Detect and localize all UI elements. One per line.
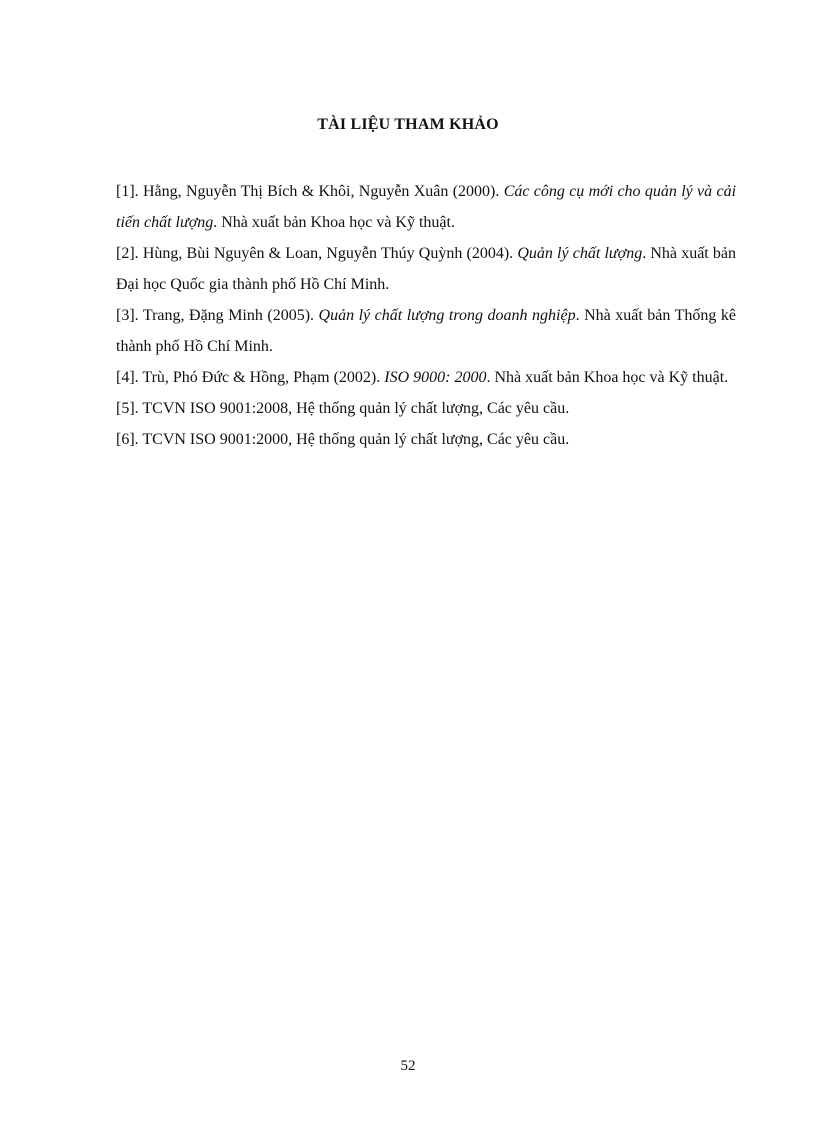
reference-text: [1]. Hằng, Nguyễn Thị Bích & Khôi, Nguyễn Xuân (2000).	[116, 183, 504, 200]
page-title: TÀI LIỆU THAM KHẢO	[317, 116, 499, 133]
reference-publisher: . Nhà xuất bản Đại học Quốc gia thành phố Hồ Chí Minh.	[116, 245, 737, 293]
reference-item-2	[116, 238, 736, 300]
reference-text: [4]. Trù, Phó Đức & Hồng, Phạm (2002).	[116, 369, 385, 386]
reference-source-title: Quản lý chất lượng	[517, 245, 643, 262]
reference-publisher: . Nhà xuất bản Thống kê thành phố Hồ Chí Minh.	[116, 307, 736, 355]
reference-text: [2]. Hùng, Bùi Nguyên & Loan, Nguyễn Thúy Quỳnh (2004).	[116, 245, 518, 262]
reference-list	[116, 176, 736, 455]
page-number: 52	[400, 1058, 416, 1074]
reference-source-title: Các công cụ mới cho quản lý và cải tiến chất lượng	[116, 183, 737, 231]
reference-item-5	[116, 393, 736, 424]
reference-item-3	[116, 300, 736, 362]
reference-text: [5]. TCVN ISO 9001:2008, Hệ thống quản lý chất lượng, Các yêu cầu.	[116, 400, 570, 417]
reference-source-title: Quản lý chất lượng trong doanh nghiệp	[318, 307, 576, 324]
reference-item-4	[116, 362, 736, 393]
reference-publisher: . Nhà xuất bản Khoa học và Kỹ thuật.	[486, 369, 729, 386]
reference-publisher: . Nhà xuất bản Khoa học và Kỹ thuật.	[213, 214, 455, 231]
reference-item-1	[116, 176, 736, 238]
reference-source-title: ISO 9000: 2000	[384, 369, 487, 386]
reference-text: [6]. TCVN ISO 9001:2000, Hệ thống quản lý chất lượng, Các yêu cầu.	[116, 431, 570, 448]
reference-text: [3]. Trang, Đặng Minh (2005).	[116, 307, 319, 324]
reference-item-6	[116, 424, 736, 455]
